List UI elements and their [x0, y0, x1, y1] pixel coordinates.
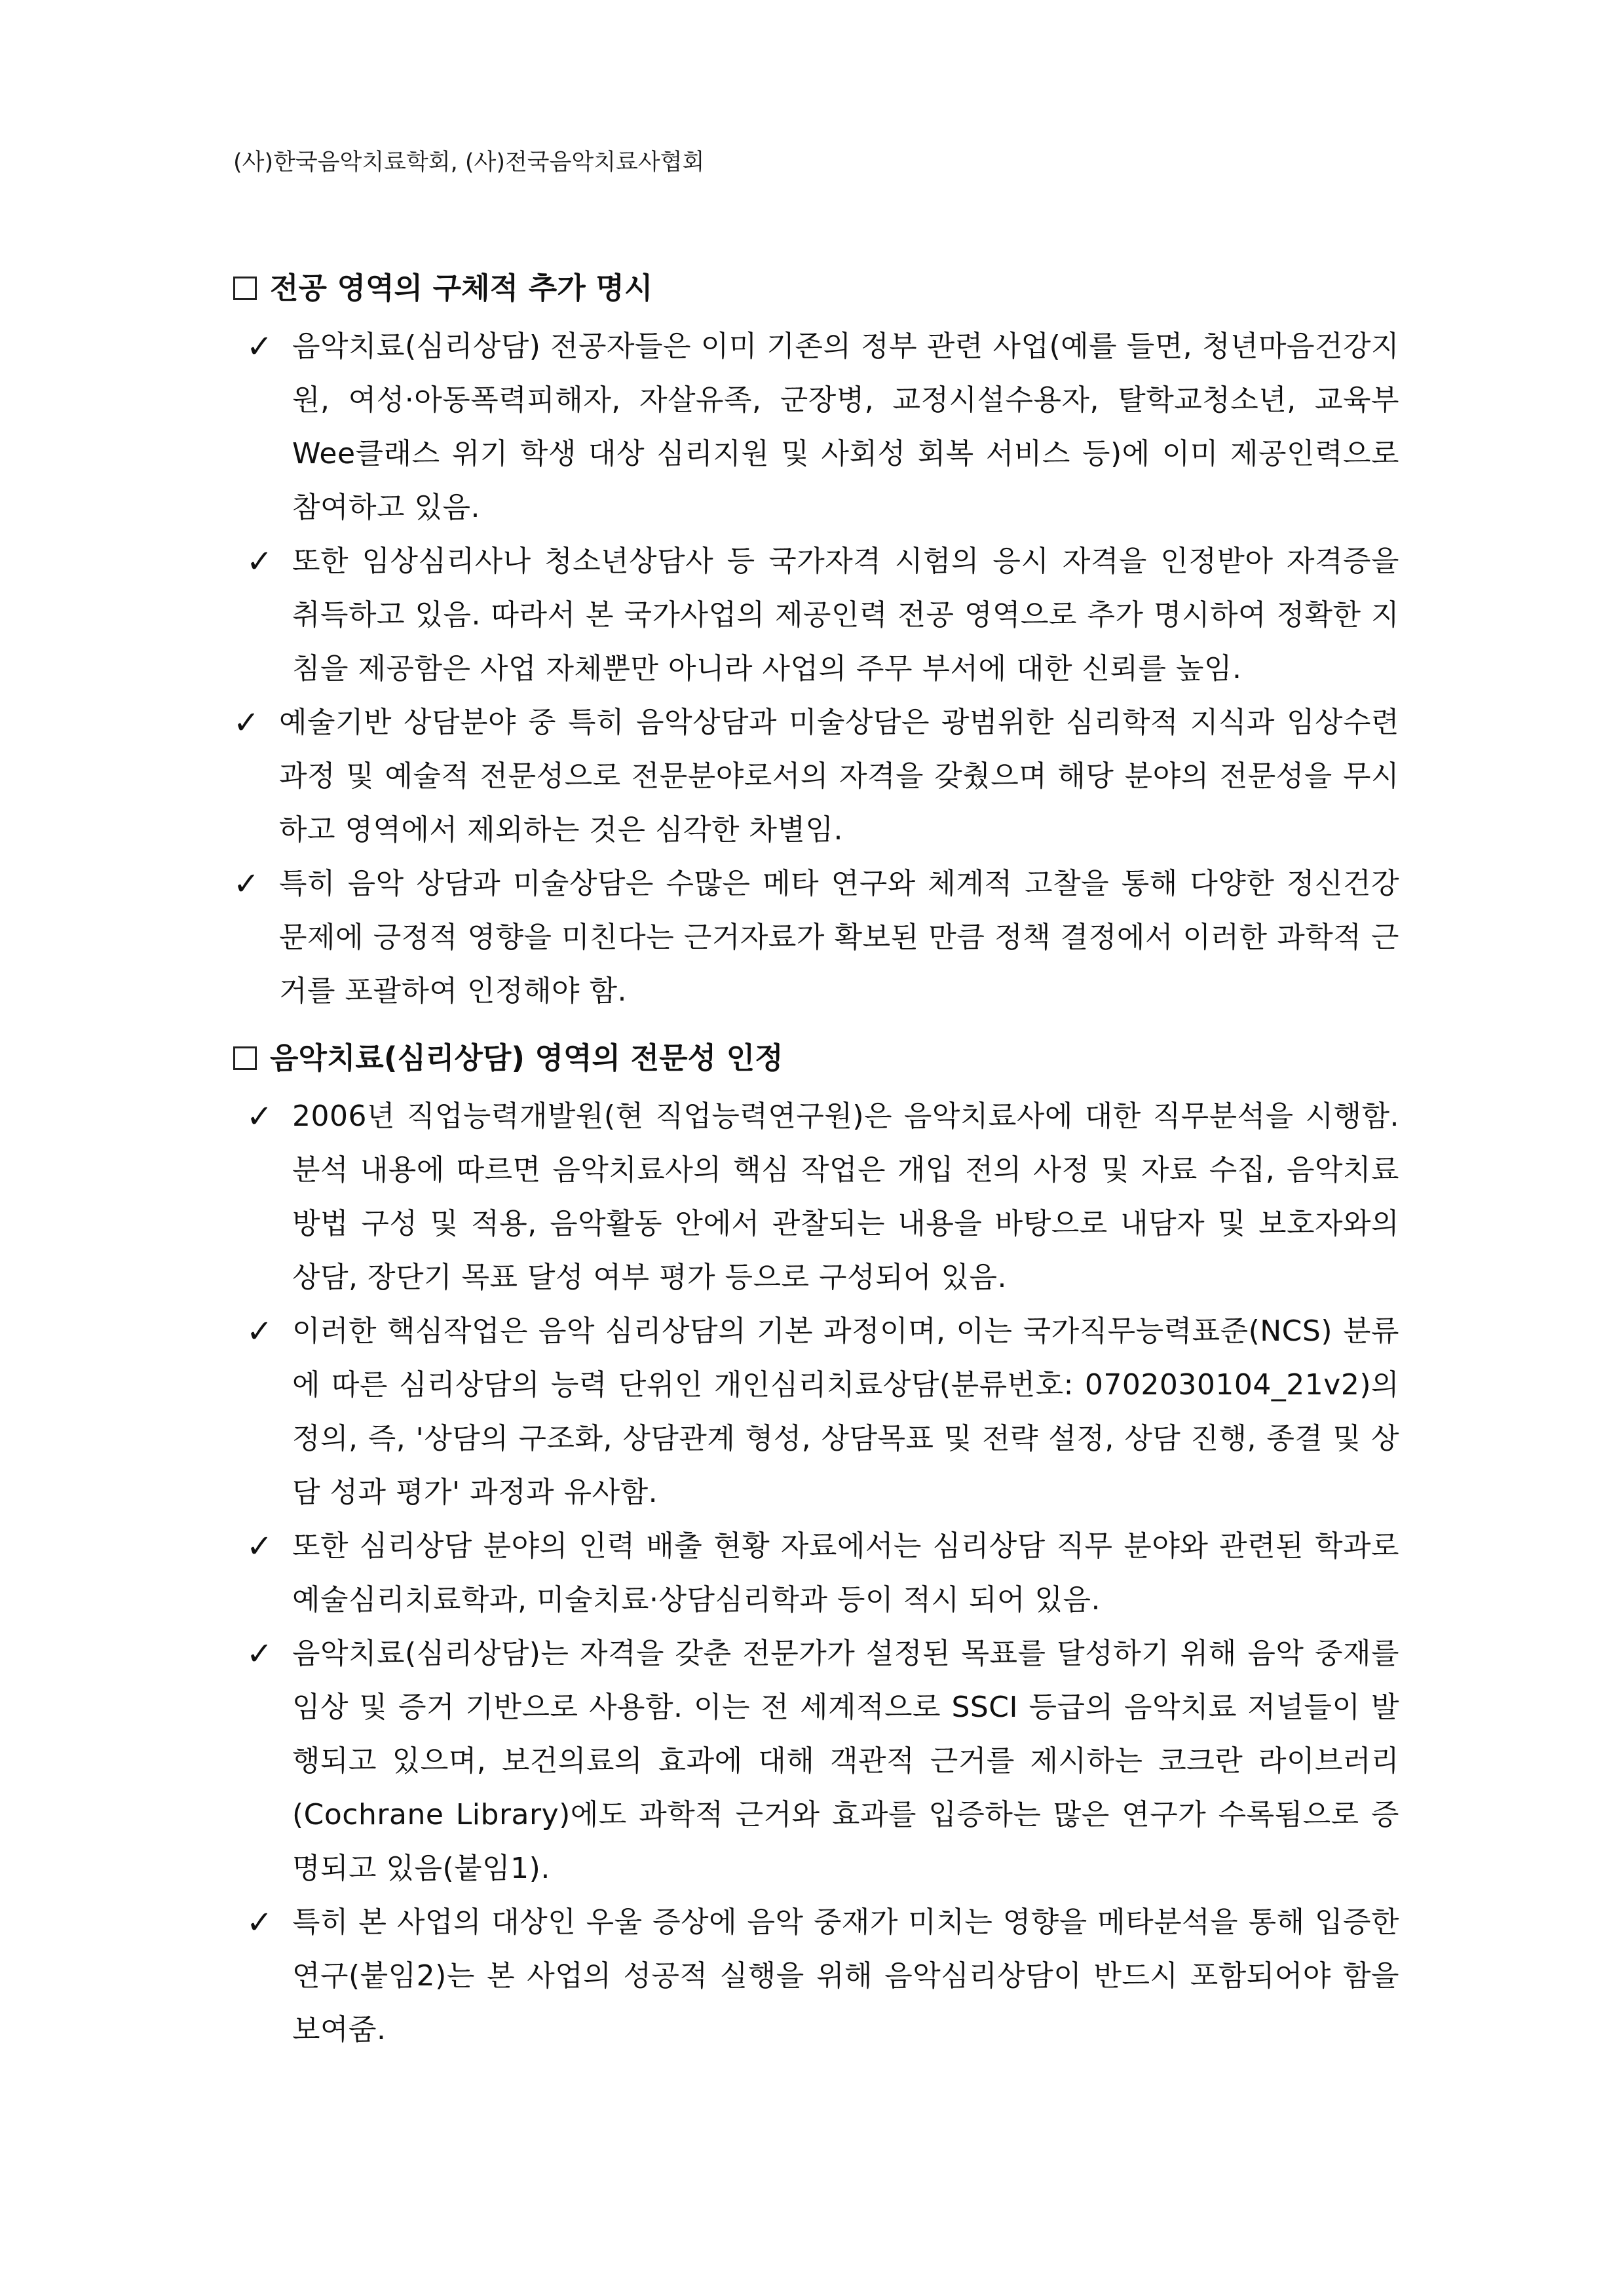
section-items	[233, 1090, 1399, 2057]
checkmark-icon: ✓	[246, 1528, 273, 1565]
list-item-text: 또한 심리상담 분야의 인력 배출 현황 자료에서는 심리상담 직무 분야와 관련된 학과로 예술심리치료학과, 미술치료·상담심리학과 등이 적시 되어 있음.	[292, 1529, 1399, 1617]
checkmark-icon: ✓	[246, 1313, 273, 1350]
list-item	[246, 1520, 1399, 1627]
list-item-text: 예술기반 상담분야 중 특히 음악상담과 미술상담은 광범위한 심리학적 지식과 임상수련과정 및 예술적 전문성으로 전문분야로서의 자격을 갖췄으며 해당 분야의 전문성을 무시하고 영역에서 제외하는 것은 심각한 차별임.	[279, 706, 1399, 847]
list-item-text: 음악치료(심리상담) 전공자들은 이미 기존의 정부 관련 사업(예를 들면, 청년마음건강지원, 여성·아동폭력피해자, 자살유족, 군장병, 교정시설수용자, 탈학교청소년, 교육부 Wee클래스 위기 학생 대상 심리지원 및 사회성 회복 서비스 등)에 이미 제공인력으로 참여하고 있음.	[292, 330, 1399, 524]
section-title	[233, 1039, 1399, 1078]
checkmark-icon: ✓	[233, 866, 260, 902]
checkmark-icon: ✓	[233, 704, 260, 741]
list-item	[246, 1305, 1399, 1520]
square-bullet-icon	[233, 277, 257, 300]
list-item-text: 특히 음악 상담과 미술상담은 수많은 메타 연구와 체계적 고찰을 통해 다양한 정신건강 문제에 긍정적 영향을 미친다는 근거자료가 확보된 만큼 정책 결정에서 이러한 과학적 근거를 포괄하여 인정해야 함.	[279, 867, 1399, 1008]
list-item-text: 또한 임상심리사나 청소년상담사 등 국가자격 시험의 응시 자격을 인정받아 자격증을 취득하고 있음. 따라서 본 국가사업의 제공인력 전공 영역으로 추가 명시하여 정확한 지침을 제공함은 사업 자체뿐만 아니라 사업의 주무 부서에 대한 신뢰를 높임.	[292, 545, 1399, 685]
document-header: (사)한국음악치료학회, (사)전국음악치료사협회	[233, 149, 705, 176]
section-specific-major-addition	[233, 269, 1399, 1018]
checkmark-icon: ✓	[246, 1904, 273, 1941]
section-music-therapy-expertise	[233, 1039, 1399, 2057]
checkmark-icon: ✓	[246, 1636, 273, 1672]
section-title-text: 음악치료(심리상담) 영역의 전문성 인정	[270, 1041, 784, 1075]
list-item	[246, 1896, 1399, 2057]
list-item-text: 음악치료(심리상담)는 자격을 갖춘 전문가가 설정된 목표를 달성하기 위해 음악 중재를 임상 및 증거 기반으로 사용함. 이는 전 세계적으로 SSCI 등급의 음악치료 저널들이 발행되고 있으며, 보건의료의 효과에 대해 객관적 근거를 제시하는 코크란 라이브러리(Cochrane Library)에도 과학적 근거와 효과를 입증하는 많은 연구가 수록됨으로 증명되고 있음(붙임1).	[292, 1637, 1399, 1885]
square-bullet-icon	[233, 1046, 257, 1070]
list-item	[246, 320, 1399, 535]
list-item	[233, 857, 1399, 1018]
list-item-text: 특히 본 사업의 대상인 우울 증상에 음악 중재가 미치는 영향을 메타분석을 통해 입증한 연구(붙임2)는 본 사업의 성공적 실행을 위해 음악심리상담이 반드시 포함되어야 함을 보여줌.	[292, 1905, 1399, 2046]
list-item-text: 이러한 핵심작업은 음악 심리상담의 기본 과정이며, 이는 국가직무능력표준(NCS) 분류에 따른 심리상담의 능력 단위인 개인심리치료상담(분류번호: 0702030104_21v2)의 정의, 즉, '상담의 구조화, 상담관계 형성, 상담목표 및 전략 설정, 상담 진행, 종결 및 상담 성과 평가' 과정과 유사함.	[292, 1314, 1399, 1509]
list-item	[233, 696, 1399, 857]
section-title	[233, 269, 1399, 308]
list-item	[246, 1627, 1399, 1896]
checkmark-icon: ✓	[246, 328, 273, 365]
checkmark-icon: ✓	[246, 1098, 273, 1135]
list-item-text: 2006년 직업능력개발원(현 직업능력연구원)은 음악치료사에 대한 직무분석을 시행함. 분석 내용에 따르면 음악치료사의 핵심 작업은 개입 전의 사정 및 자료 수집, 음악치료 방법 구성 및 적용, 음악활동 안에서 관찰되는 내용을 바탕으로 내담자 및 보호자와의 상담, 장단기 목표 달성 여부 평가 등으로 구성되어 있음.	[292, 1100, 1399, 1294]
list-item	[246, 1090, 1399, 1305]
section-items	[233, 320, 1399, 1018]
section-title-text: 전공 영역의 구체적 추가 명시	[270, 271, 653, 305]
checkmark-icon: ✓	[246, 543, 273, 580]
list-item	[246, 535, 1399, 696]
